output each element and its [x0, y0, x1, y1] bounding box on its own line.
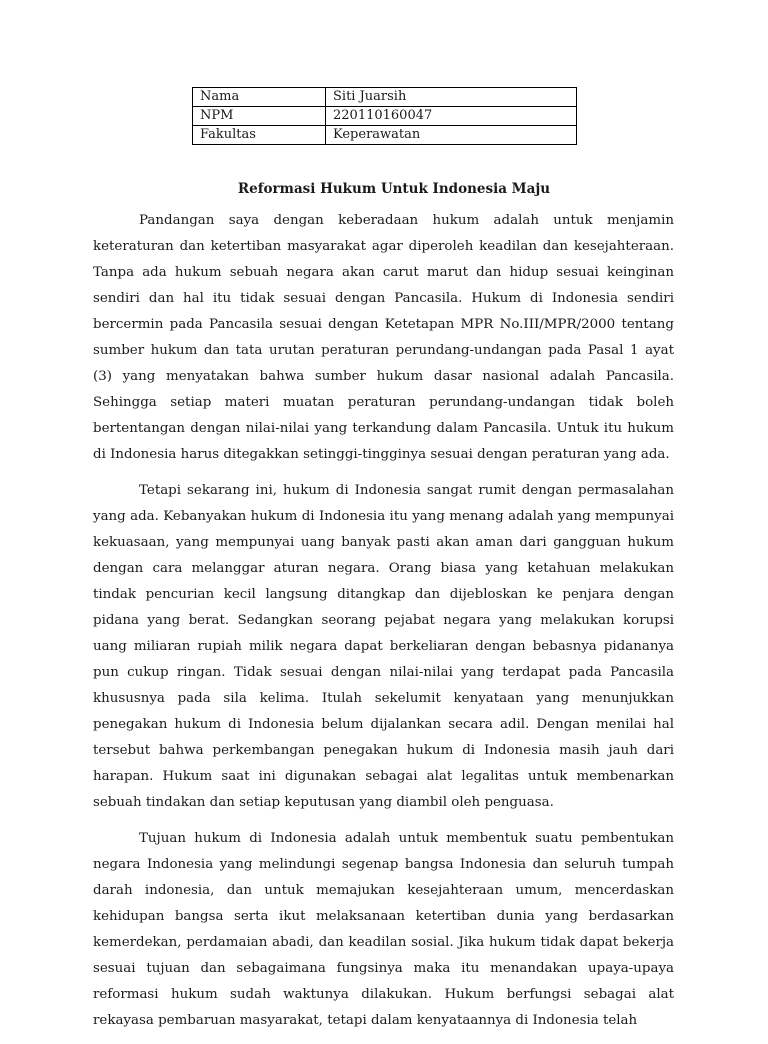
essay-body [93, 208, 674, 1044]
name-label: Nama [193, 88, 326, 107]
paragraph: Tujuan hukum di Indonesia adalah untuk membentuk suatu pembentukan negara Indonesia yang melindungi segenap bangsa Indonesia dan seluruh tumpah darah indonesia, dan untuk memajukan kesejahteraan umum, mencerdaskan kehidupan bangsa serta ikut melaksanaan ketertiban dunia yang berdasarkan kemerdekan, perdamaian abadi, dan keadilan sosial. Jika hukum tidak dapat bekerja sesuai tujuan dan sebagaimana fungsinya maka itu menandakan upaya-upaya reformasi hukum sudah waktunya dilakukan. Hukum berfungsi sebagai alat rekayasa pembaruan masyarakat, tetapi dalam kenyataannya di Indonesia telah [93, 831, 674, 1028]
essay-title: Reformasi Hukum Untuk Indonesia Maju [237, 181, 551, 197]
table-row [193, 126, 577, 145]
name-value: Siti Juarsih [326, 88, 577, 107]
paragraph: Tetapi sekarang ini, hukum di Indonesia sangat rumit dengan permasalahan yang ada. Kebanyakan hukum di Indonesia itu yang menang adalah yang mempunyai kekuasaan, yang mempunyai uang banyak pasti akan aman dari gangguan hukum dengan cara melanggar aturan negara. Orang biasa yang ketahuan melakukan tindak pencurian kecil langsung ditangkap dan dijebloskan ke penjara dengan pidana yang berat. Sedangkan seorang pejabat negara yang melakukan korupsi uang miliaran rupiah milik negara dapat berkeliaran dengan bebasnya pidananya pun cukup ringan. Tidak sesuai dengan nilai-nilai yang terdapat pada Pancasila khususnya pada sila kelima. Itulah sekelumit kenyataan yang menunjukkan penegakan hukum di Indonesia belum dijalankan secara adil. Dengan menilai hal tersebut bahwa perkembangan penegakan hukum di Indonesia masih jauh dari harapan. Hukum saat ini digunakan sebagai alat legalitas untuk membenarkan sebuah tindakan dan setiap keputusan yang diambil oleh penguasa. [93, 483, 674, 810]
paragraph: Pandangan saya dengan keberadaan hukum adalah untuk menjamin keteraturan dan ketertiban masyarakat agar diperoleh keadilan dan kesejahteraan. Tanpa ada hukum sebuah negara akan carut marut dan hidup sesuai keinginan sendiri dan hal itu tidak sesuai dengan Pancasila. Hukum di Indonesia sendiri bercermin pada Pancasila sesuai dengan Ketetapan MPR No.III/MPR/2000 tentang sumber hukum dan tata urutan peraturan perundang-undangan pada Pasal 1 ayat (3) yang menyatakan bahwa sumber hukum dasar nasional adalah Pancasila. Sehingga setiap materi muatan peraturan perundang-undangan tidak boleh bertentangan dengan nilai-nilai yang terkandung dalam Pancasila. Untuk itu hukum di Indonesia harus ditegakkan setinggi-tingginya sesuai dengan peraturan yang ada. [93, 213, 674, 462]
npm-value: 220110160047 [326, 107, 577, 126]
table-row [193, 88, 577, 107]
faculty-label: Fakultas [193, 126, 326, 145]
npm-label: NPM [193, 107, 326, 126]
faculty-value: Keperawatan [326, 126, 577, 145]
table-row [193, 107, 577, 126]
identity-table [192, 87, 577, 145]
